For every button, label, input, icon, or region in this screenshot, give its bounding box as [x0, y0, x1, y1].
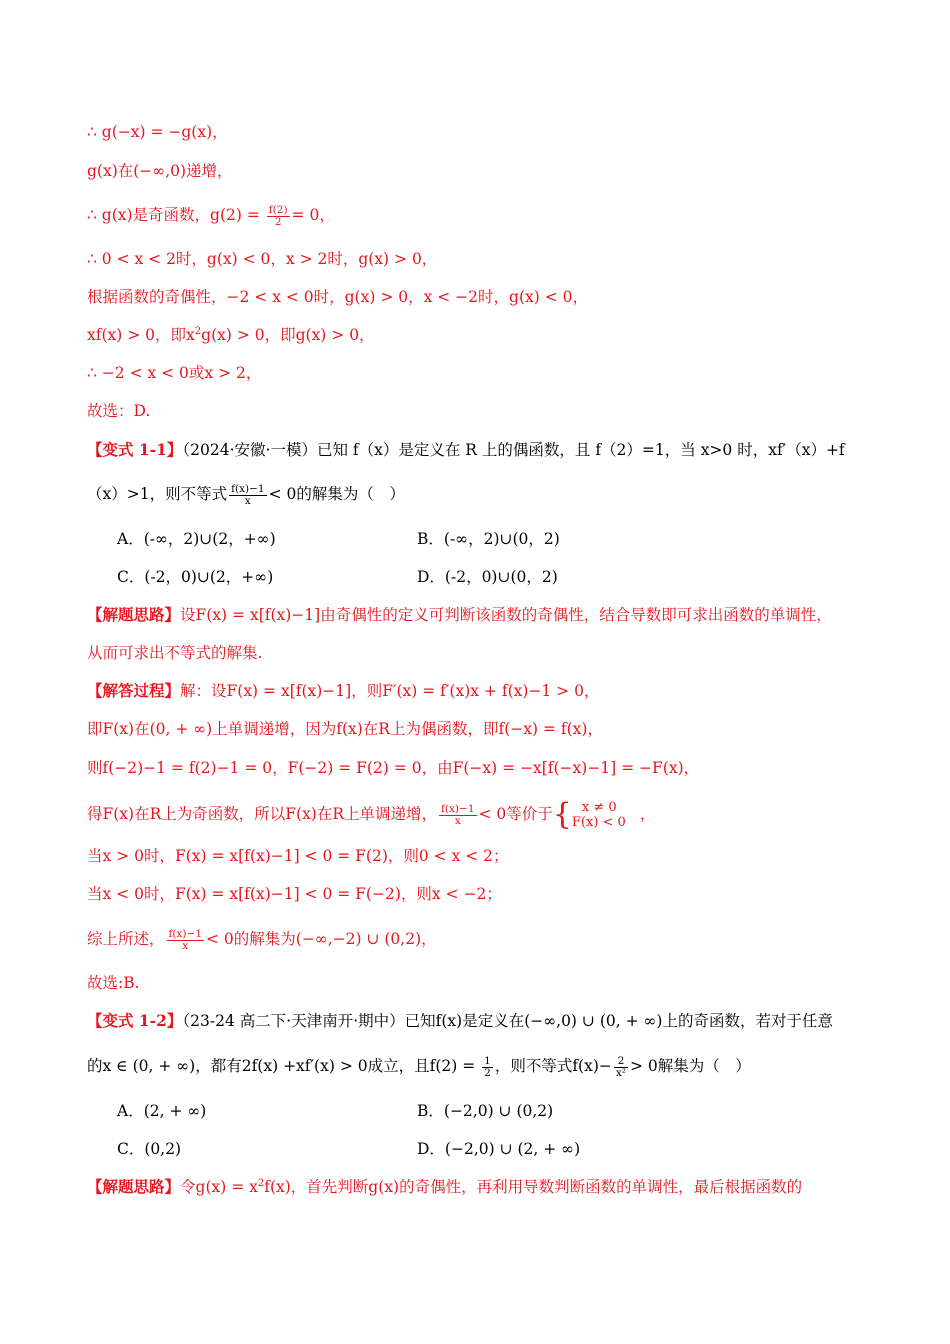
- question-text: < 0的解集为（ ）: [268, 485, 405, 503]
- solution-line: g(x)在(−∞,0)递增，: [87, 162, 233, 180]
- question-tag: 【变式 1-2】: [87, 1011, 183, 1030]
- question-text: （2024·安徽·一模）已知 f（x）是定义在 R 上的偶函数，且 f（2）=1，当 x>0 时，xf′（x）+f: [182, 441, 845, 459]
- question-text: 的x ∈ (0, + ∞)，都有2f(x) +xf′(x) > 0成立，且f(2) =: [87, 1057, 481, 1075]
- fraction: $\frac{2}{\text{x²}}$: [615, 1054, 627, 1079]
- question-1-2-line: [87, 1055, 751, 1079]
- fraction: $\frac{f(2)}{2}$: [268, 203, 288, 228]
- question-text: > 0解集为（ ）: [630, 1057, 751, 1075]
- process-text: ，: [639, 805, 656, 823]
- superscript: 2: [194, 325, 202, 337]
- idea-tag: 【解题思路】: [87, 605, 181, 624]
- question-text: （x）>1，则不等式: [87, 485, 228, 503]
- option-c: C．(-2，0)∪(2，+∞): [117, 568, 274, 586]
- solution-line: ∴ 0 < x < 2时，g(x) < 0，x > 2时，g(x) > 0，: [87, 250, 438, 268]
- fraction: $\frac{f(x)-1}{x}$: [231, 482, 265, 507]
- process-text: 得F(x)在R上为奇函数，所以F(x)在R上单调递增，: [87, 805, 438, 823]
- process-text: < 0的解集为(−∞,−2) ∪ (0,2)，: [206, 930, 437, 948]
- solution-line: [87, 204, 335, 228]
- answer-line: 故选：D.: [87, 402, 151, 420]
- process-line: 即F(x)在(0, + ∞)上单调递增，因为f(x)在R上为偶函数，即f(−x) = f(x)，: [87, 720, 603, 738]
- idea-text: 设F(x) = x[f(x)−1]由奇偶性的定义可判断该函数的奇偶性，结合导数即可求出函数的单调性，: [180, 606, 832, 624]
- fraction: $\frac{1}{2}$: [484, 1054, 491, 1079]
- process-line: [87, 928, 437, 952]
- cases: x ≠ 0 F(x) < 0: [571, 800, 626, 830]
- left-brace: {: [552, 797, 572, 832]
- process-line: 当x > 0时，F(x) = x[f(x)−1] < 0 = F(2)，则0 < x < 2；: [87, 847, 509, 865]
- option-a: A．(-∞，2)∪(2，+∞): [117, 530, 276, 548]
- idea-line: [87, 1176, 802, 1198]
- question-text: （23-24 高二下·天津南开·期中）已知f(x)是定义在(−∞,0) ∪ (0, + ∞)上的奇函数，若对于任意: [182, 1012, 833, 1030]
- question-text: ，则不等式f(x)−: [494, 1057, 612, 1075]
- idea-text: 令g(x) = x: [180, 1178, 258, 1196]
- process-text: < 0等价于: [478, 805, 553, 823]
- idea-line: [87, 604, 832, 626]
- solution-line: ∴ −2 < x < 0或x > 2，: [87, 364, 262, 382]
- solution-line: [87, 324, 375, 346]
- solution-line: 根据函数的奇偶性，−2 < x < 0时，g(x) > 0，x < −2时，g(x) < 0，: [87, 288, 588, 306]
- question-1-1-line: [87, 439, 845, 461]
- process-line: 当x < 0时，F(x) = x[f(x)−1] < 0 = F(−2)，则x < −2；: [87, 885, 502, 903]
- idea-line: 从而可求出不等式的解集.: [87, 644, 263, 662]
- solution-text: g(x) > 0，即g(x) > 0，: [201, 326, 375, 344]
- idea-tag: 【解题思路】: [87, 1177, 181, 1196]
- answer-line: 故选:B.: [87, 974, 140, 992]
- process-text: 解：设F(x) = x[f(x)−1]，则F′(x) = f′(x)x + f(x)−1 > 0，: [180, 682, 600, 700]
- superscript: 2: [257, 1177, 265, 1189]
- solution-text: ∴ g(x)是奇函数，g(2) =: [87, 206, 265, 224]
- option-d: D．(−2,0) ∪ (2, + ∞): [417, 1140, 581, 1158]
- process-tag: 【解答过程】: [87, 681, 181, 700]
- process-line: 则f(−2)−1 = f(2)−1 = 0，F(−2) = F(2) = 0，由F(−x) = −x[f(−x)−1] = −F(x)，: [87, 759, 700, 777]
- option-c: C．(0,2): [117, 1140, 182, 1158]
- option-b: B．(−2,0) ∪ (0,2): [417, 1102, 554, 1120]
- question-1-1-line: [87, 483, 405, 507]
- fraction: $\frac{f(x)-1}{x}$: [441, 802, 475, 827]
- solution-line: ∴ g(−x) = −g(x)，: [87, 123, 228, 141]
- idea-text: f(x)，首先判断g(x)的奇偶性，再利用导数判断函数的单调性，最后根据函数的: [264, 1178, 803, 1196]
- question-1-2-line: [87, 1010, 833, 1032]
- solution-text: xf(x) > 0，即x: [87, 326, 195, 344]
- process-line: [87, 797, 656, 832]
- fraction: $\frac{f(x)-1}{x}$: [168, 927, 202, 952]
- option-d: D．(-2，0)∪(0，2): [417, 568, 558, 586]
- option-a: A．(2, + ∞): [117, 1102, 207, 1120]
- question-tag: 【变式 1-1】: [87, 440, 183, 459]
- process-text: 综上所述，: [87, 930, 165, 948]
- option-b: B．(-∞，2)∪(0，2): [417, 530, 560, 548]
- process-line: [87, 680, 599, 702]
- solution-text: = 0，: [291, 206, 335, 224]
